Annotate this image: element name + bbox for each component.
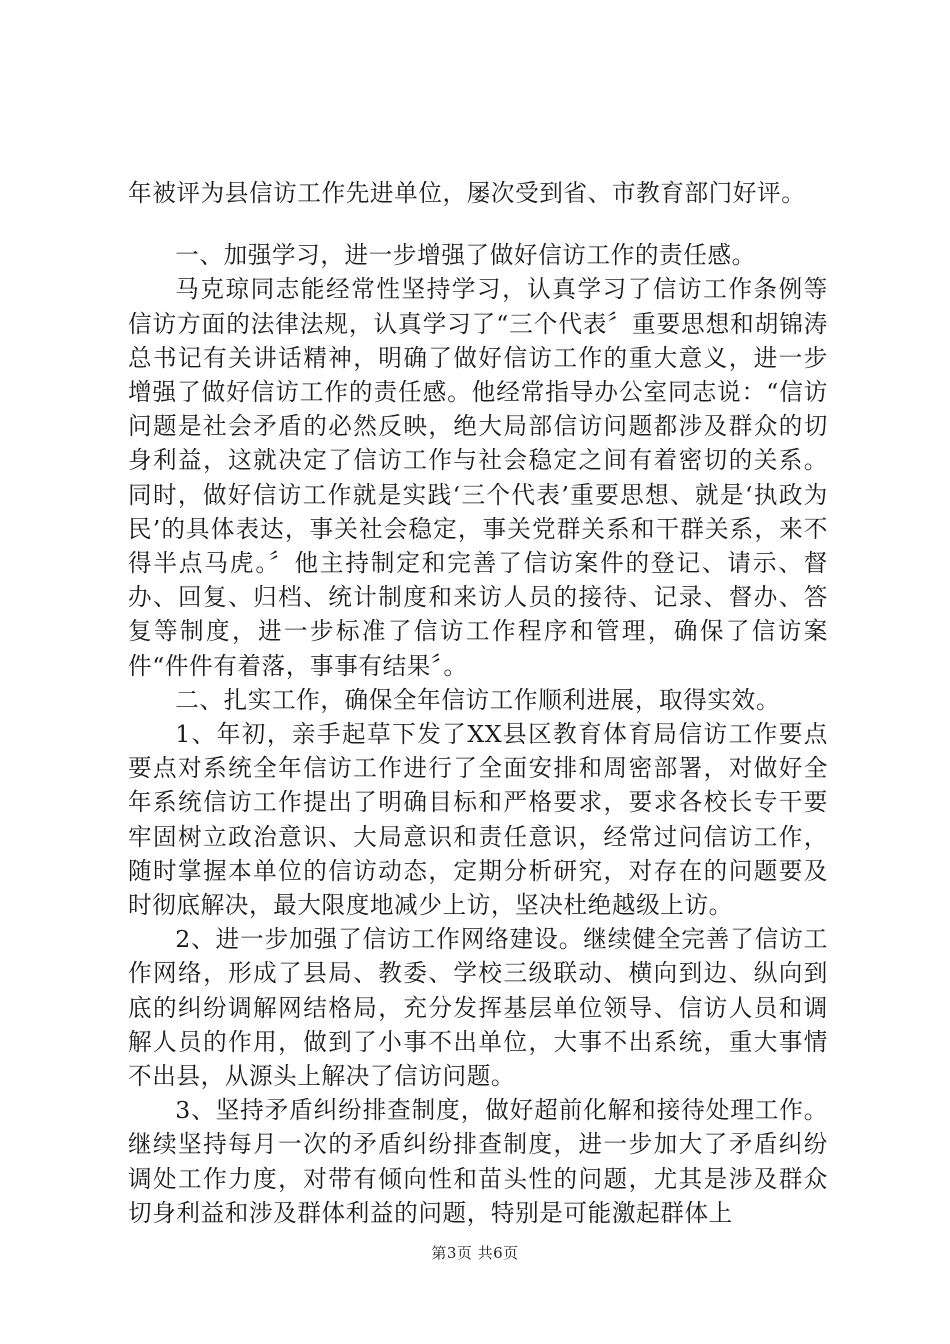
paragraph-item-3: 3、坚持矛盾纠纷排查制度，做好超前化解和接待处理工作。继续坚持每月一次的矛盾纠纷排查制度，进一步加大了矛盾纠纷调处工作力度，对带有倾向性和苗头性的问题，尤其是涉及群众切身利益和涉及群体利益的问题，特别是可能激起群体上 xyxy=(128,1096,828,1227)
section-heading-2: 二、扎实工作，确保全年信访工作顺利进展，取得实效。 xyxy=(175,685,781,714)
paragraph-item-2: 2、进一步加强了信访工作网络建设。继续健全完善了信访工作网络，形成了县局、教委、学校三级联动、横向到边、纵向到底的纠纷调解网结格局，充分发挥基层单位领导、信访人员和调解人员的作用，做到了小事不出单位，大事不出系统，重大事情不出县，从源头上解决了信访问题。 xyxy=(128,925,828,1091)
page-number-footer: 第3页 共6页 xyxy=(431,1244,519,1262)
paragraph-study: 马克琼同志能经常性坚持学习，认真学习了信访工作条例等信访方面的法律法规，认真学习了“三个代表〞重要思想和胡锦涛总书记有关讲话精神，明确了做好信访工作的重大意义，进一步增强了做好信访工作的责任感。他经常指导办公室同志说：“信访问题是社会矛盾的必然反映，绝大局部信访问题都涉及群众的切身利益，这就决定了信访工作与社会稳定之间有着密切的关系。同时，做好信访工作就是实践‘三个代表’重要思想、就是‘执政为民’的具体表达，事关社会稳定，事关党群关系和干群关系，来不得半点马虎。〞他主持制定和完善了信访案件的登记、请示、督办、回复、归档、统计制度和来访人员的接待、记录、督办、答复等制度，进一步标准了信访工作程序和管理，确保了信访案件“件件有着落，事事有结果〞。 xyxy=(128,275,828,680)
paragraph-item-1: 1、年初，亲手起草下发了XX县区教育体育局信访工作要点要点对系统全年信访工作进行了全面安排和周密部署，对做好全年系统信访工作提出了明确目标和严格要求，要求各校长专干要牢固树立政治意识、大局意识和责任意识，经常过问信访工作，随时掌握本单位的信访动态，定期分析研究，对存在的问题要及时彻底解决，最大限度地减少上访，坚决杜绝越级上访。 xyxy=(128,720,828,920)
section-heading-1: 一、加强学习，进一步增强了做好信访工作的责任感。 xyxy=(175,241,756,270)
document-body xyxy=(128,176,828,1230)
paragraph-continuation: 年被评为县信访工作先进单位，屡次受到省、市教育部门好评。 xyxy=(128,179,806,207)
